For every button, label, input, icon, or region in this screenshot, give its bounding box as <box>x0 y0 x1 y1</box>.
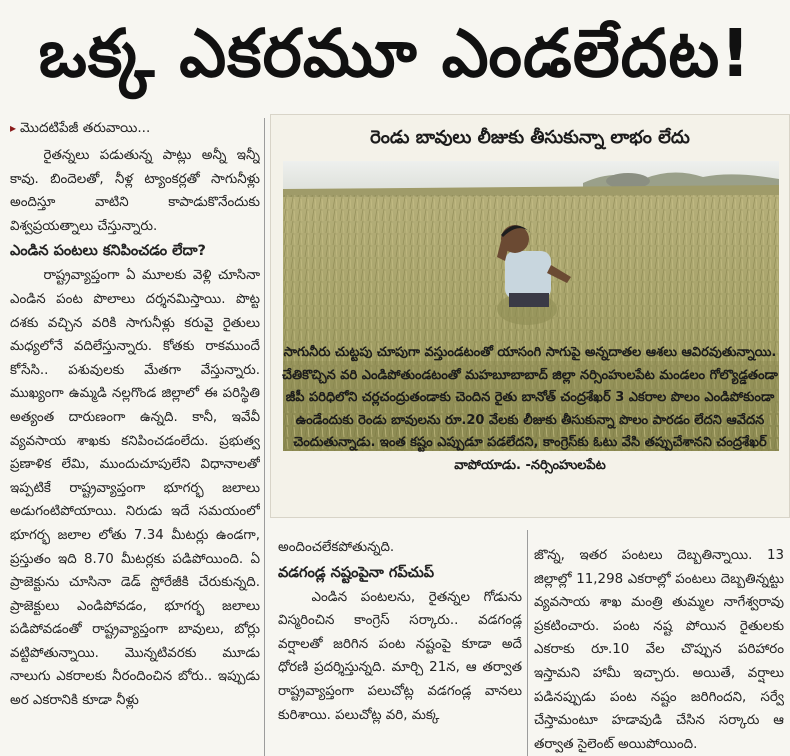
headline: ఒక్క ఎకరమూ ఎండలేదట! <box>38 15 752 92</box>
chevron-right-icon: ▸ <box>10 121 17 135</box>
photo-story-title: రెండు బావులు లీజుకు తీసుకున్నా లాభం లేదు <box>370 127 690 148</box>
column-1-paragraph-2: రాష్ట్రవ్యాప్తంగా ఏ మూలకు వెళ్లి చూసినా ఎండిన పంట పొలాలు దర్శనమిస్తాయి. పొట్ట దశకు వచ్చిన వరికి సాగునీళ్లు కరువై రైతులు మధ్యలోనే వదిలేస్తున్నారు. కోతకు రాకముందే కోసేసి.. పశువులకు మేతగా వేస్తున్నారు. ముఖ్యంగా ఉమ్మడి నల్లగొండ జిల్లాలో ఈ పరిస్థితి అత్యంత దారుణంగా ఉన్నది. కానీ, ఇవేవీ వ్యవసాయ శాఖకు కనిపించడంలేదు. ప్రభుత్వ ప్రణాళిక లేమి, ముందుచూపులేని విధానాలతో ఇప్పటికే రాష్ట్రవ్యాప్తంగా భూగర్భ జలాలు అడుగంటిపోయాయి. నిరుడు ఇదే సమయంలో భూగర్భ జలాల లోతు 7.34 మీటర్లు ఉండగా, ప్రస్తుతం ఇది 8.70 మీటర్లకు పడిపోయింది. ఏ ప్రాజెక్టును చూసినా డెడ్ స్టోరేజీకి చేరుకున్నది. ప్రాజెక్టులు ఎండిపోవడం, భూగర్భ జలాలు పడిపోవడంతో రాష్ట్రవ్యాప్తంగా బావులు, బోర్లు వట్టిపోతున్నాయి. మొన్నటివరకు మూడు నాలుగు ఎకరాలకు నీరందించిన బోరు.. ఇప్పుడు అర ఎకరానికి కూడా నీళ్లు <box>10 268 260 709</box>
column-2 <box>278 536 522 756</box>
kicker-label: మొదటిపేజీ తరువాయి... <box>20 120 151 136</box>
column-divider <box>527 530 528 756</box>
column-1-paragraph-1: రైతన్నలు పడుతున్న పాట్లు అన్నీ ఇన్నీ కావు. బిందెలతో, నీళ్ల ట్యాంకర్లతో సాగునీళ్లు అందిస్తూ వాటిని కాపాడుకొనేందుకు విశ్వప్రయత్నాలు చేస్తున్నారు. <box>10 148 260 234</box>
column-divider <box>264 118 265 756</box>
column-2-subhead: వడగండ్ల నష్టంపైనా గప్‌చుప్ <box>278 564 435 581</box>
column-2-paragraph: ఎండిన పంటలను, రైతన్నల గోడును విస్మరించిన కాంగ్రెస్ సర్కారు.. వడగండ్ల వర్షాలతో జరిగిన పంట నష్టంపై కూడా అదే ధోరణి ప్రదర్శిస్తున్నది. మార్చి 21న, ఆ తర్వాత రాష్ట్రవ్యాప్తంగా పలుచోట్ల వడగండ్ల వానలు కురిశాయి. పలుచోట్ల వరి, మక్క <box>278 589 522 723</box>
column-2-lead: అందించలేకపోతున్నది. <box>278 540 395 555</box>
column-1 <box>10 144 260 756</box>
column-1-subhead: ఎండిన పంటలు కనిపించడం లేదా? <box>10 243 206 260</box>
column-3 <box>534 544 784 756</box>
continuation-kicker <box>10 116 260 140</box>
column-3-paragraph: జొన్న, ఇతర పంటలు దెబ్బతిన్నాయి. 13 జిల్లాల్లో 11,298 ఎకరాల్లో పంటలు దెబ్బతిన్నట్టు వ్యవసాయ శాఖ మంత్రి తుమ్మల నాగేశ్వరావు ప్రకటించారు. పంట నష్ట పోయిన రైతులకు ఎకరాకు రూ.10 వేల చొప్పున పరిహారం ఇస్తామని హామీ ఇచ్చారు. అయితే, వర్షాలు పడినప్పుడు పంట నష్టం జరిగిందని, సర్వే చేస్తామంటూ హడావుడి చేసిన సర్కారు ఆ తర్వాత సైలెంట్ అయిపోయింది. <box>534 548 784 752</box>
photo-caption: సాగునీరు చుట్టపు చూపుగా వస్తుండటంతో యాసంగి సాగుపై అన్నదాతల ఆశలు ఆవిరవుతున్నాయి. చేతికొచ్చిన వరి ఎండిపోతుండటంతో మహబూబాబాద్ జిల్లా నర్సింహులపేట మండలం గోల్యొడ్డతండా జీపీ పరిధిలోని చర్లచంద్రుతండాకు చెందిన రైతు బానోత్ చంద్రశేఖర్ 3 ఎకరాల పొలం ఎండిపోకుండా ఉండేందుకు రెండు బావులను రూ.20 వేలకు లీజుకు తీసుకున్నా పొలం పారడం లేదని ఆవేదన చెందుతున్నాడు. ఇంత కష్టం ఎప్పుడూ పడలేదని, కాంగ్రెస్‌కు ఓటు వేసి తప్పుచేశానని చంద్రశేఖర్ వాపోయాడు. -నర్సింహులపేట <box>282 345 778 473</box>
